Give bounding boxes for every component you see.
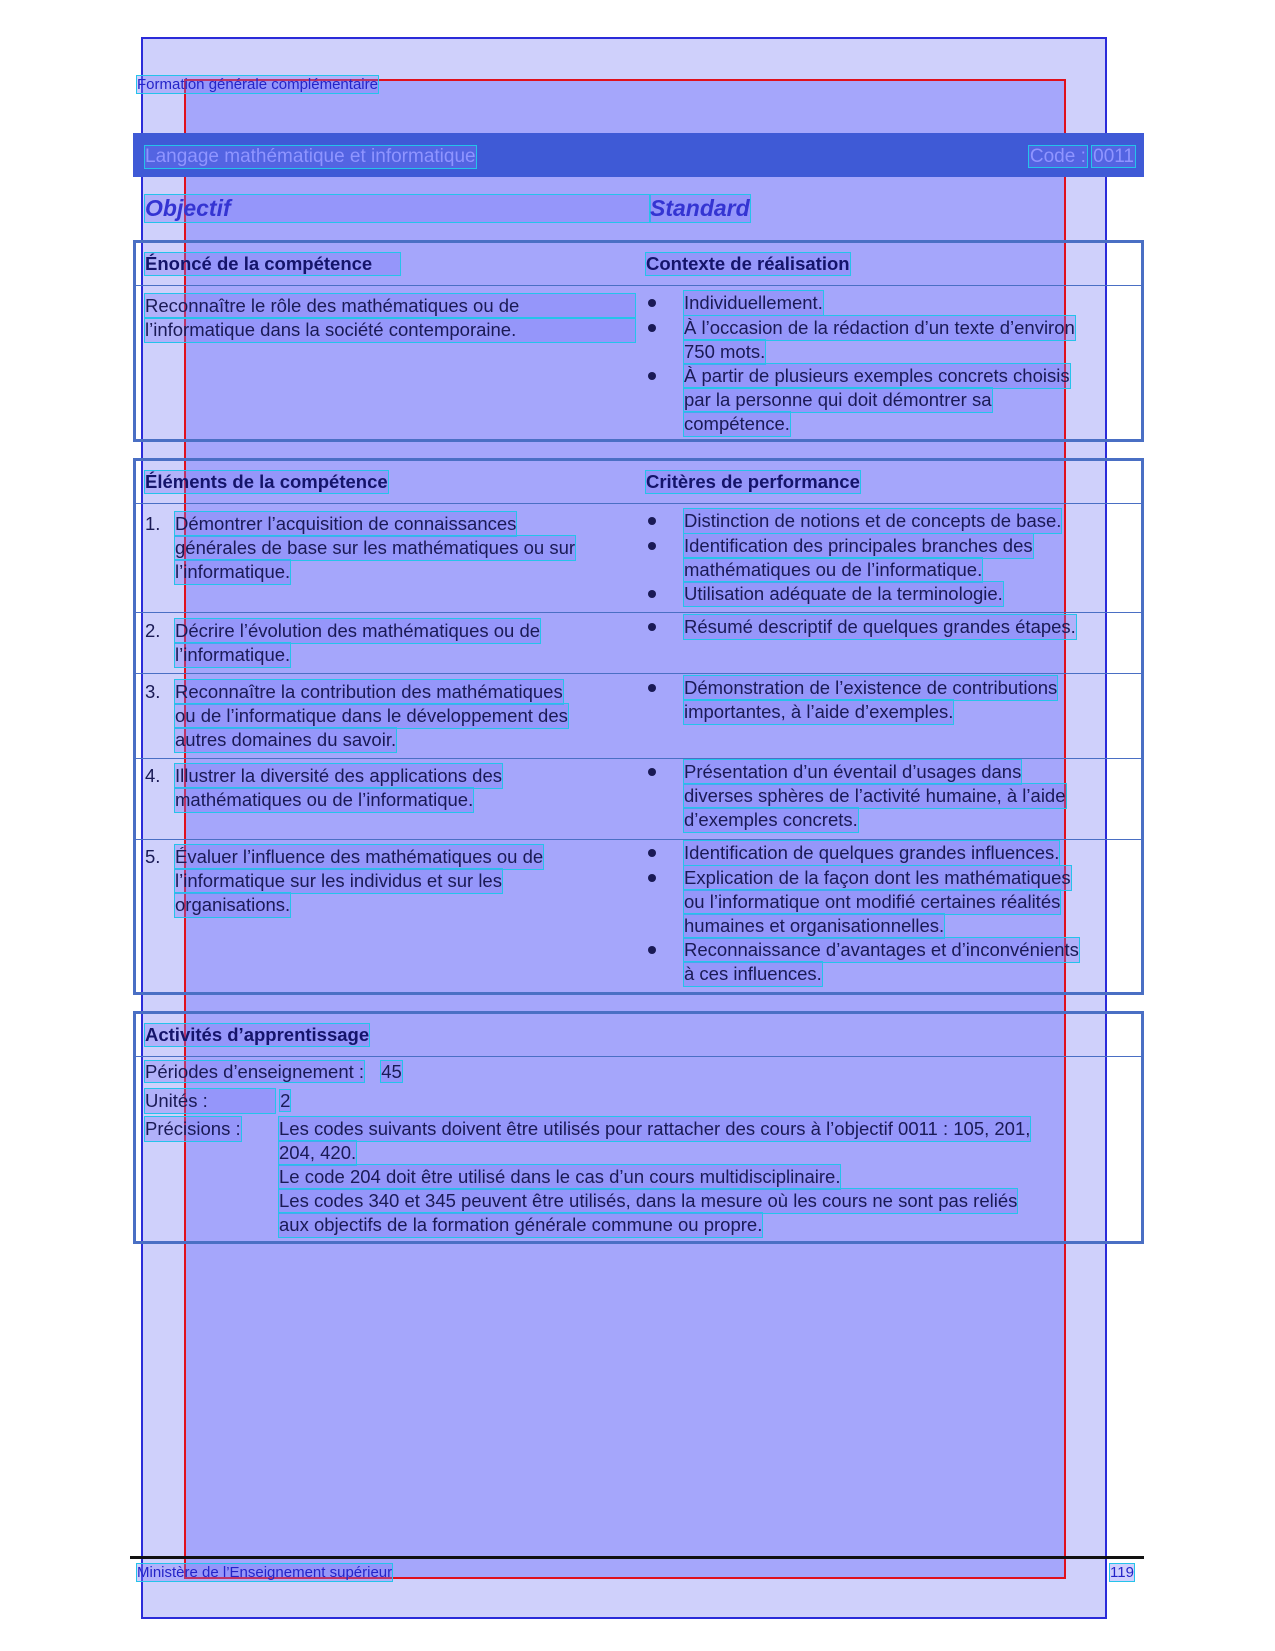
list-item: Individuellement.	[684, 292, 823, 313]
bullet-icon	[648, 849, 656, 857]
element-text: Reconnaître la contribution des mathématiques ou de l’informatique dans le développement des autres domaines du savoir.	[175, 681, 568, 750]
periods-label: Périodes d’enseignement :	[145, 1061, 365, 1082]
list-item: À partir de plusieurs exemples concrets choisis par la personne qui doit démontrer sa compétence.	[684, 365, 1070, 434]
units-value: 2	[280, 1090, 291, 1111]
criterion: Reconnaissance d’avantages et d’inconvénients à ces influences.	[684, 939, 1079, 984]
element-number: 3.	[145, 681, 161, 702]
competence-statement: Reconnaître le rôle des mathématiques ou de l’informatique dans la société contemporaine.	[145, 294, 635, 342]
course-title: Langage mathématique et informatique	[145, 146, 476, 167]
footer-rule	[130, 1556, 1144, 1559]
criteria-title: Critères de performance	[646, 471, 860, 492]
periods-value: 45	[381, 1061, 402, 1082]
periods-row	[145, 1060, 402, 1084]
element-number: 2.	[145, 620, 161, 641]
running-head: Formation générale complémentaire	[137, 76, 378, 93]
element-text: Démontrer l’acquisition de connaissances générales de base sur les mathématiques ou sur l’informatique.	[175, 513, 576, 582]
bullet-icon	[648, 324, 656, 332]
bullet-icon	[648, 684, 656, 692]
element-text: Évaluer l’influence des mathématiques ou de l’informatique sur les individus et sur les organisations.	[175, 846, 544, 915]
criterion: Présentation d’un éventail d’usages dans diverses sphères de l’activité humaine, à l’aide d’exemples concrets.	[684, 761, 1066, 830]
bullet-icon	[648, 768, 656, 776]
context-title: Contexte de réalisation	[646, 253, 850, 274]
criterion: Distinction de notions et de concepts de base.	[684, 510, 1062, 531]
standard-heading: Standard	[650, 195, 750, 221]
activities-title: Activités d’apprentissage	[145, 1024, 370, 1045]
bullet-icon	[648, 517, 656, 525]
page-number: 119	[1110, 1564, 1134, 1581]
units-row	[145, 1089, 290, 1113]
bullet-icon	[648, 874, 656, 882]
criterion: Explication de la façon dont les mathématiques ou l’informatique ont modifié certaines réalités humaines et organisationnelles.	[684, 867, 1071, 936]
code-value: 0011	[1093, 146, 1134, 167]
list-item: À l’occasion de la rédaction d’un texte d’environ 750 mots.	[684, 317, 1075, 362]
competence-statement-title: Énoncé de la compétence	[145, 253, 400, 275]
precisions-text: Les codes suivants doivent être utilisés pour rattacher des cours à l’objectif 0011 : 105, 201, 204, 420. Le code 204 doit être utilisé dans le cas d’un cours multidisciplinaire. Les codes 340 et 345 peuvent être utilisés, dans la mesure où les cours ne sont pas reliés aux objectifs de la formation générale commune ou propre.	[279, 1118, 1031, 1235]
element-text: Décrire l’évolution des mathématiques ou de l’informatique.	[175, 620, 541, 665]
bullet-icon	[648, 299, 656, 307]
objective-heading: Objectif	[145, 195, 650, 222]
element-number: 5.	[145, 846, 161, 867]
element-number: 4.	[145, 765, 161, 786]
criterion: Démonstration de l’existence de contributions importantes, à l’aide d’exemples.	[684, 677, 1058, 722]
criterion: Utilisation adéquate de la terminologie.	[684, 583, 1003, 604]
bullet-icon	[648, 946, 656, 954]
precisions-label: Précisions :	[145, 1118, 241, 1139]
criterion: Résumé descriptif de quelques grandes étapes.	[684, 616, 1076, 637]
element-text: Illustrer la diversité des applications des mathématiques ou de l’informatique.	[175, 765, 502, 810]
bullet-icon	[648, 542, 656, 550]
footer-ministry: Ministère de l’Enseignement supérieur	[137, 1564, 393, 1581]
bullet-icon	[648, 623, 656, 631]
elements-title: Éléments de la compétence	[145, 471, 388, 492]
bullet-icon	[648, 372, 656, 380]
criterion: Identification de quelques grandes influences.	[684, 842, 1060, 863]
units-label: Unités :	[145, 1089, 275, 1113]
code-field	[1029, 146, 1135, 168]
bullet-icon	[648, 590, 656, 598]
criterion: Identification des principales branches des mathématiques ou de l’informatique.	[684, 535, 1033, 580]
code-label: Code :	[1029, 146, 1086, 167]
element-number: 1.	[145, 513, 161, 534]
